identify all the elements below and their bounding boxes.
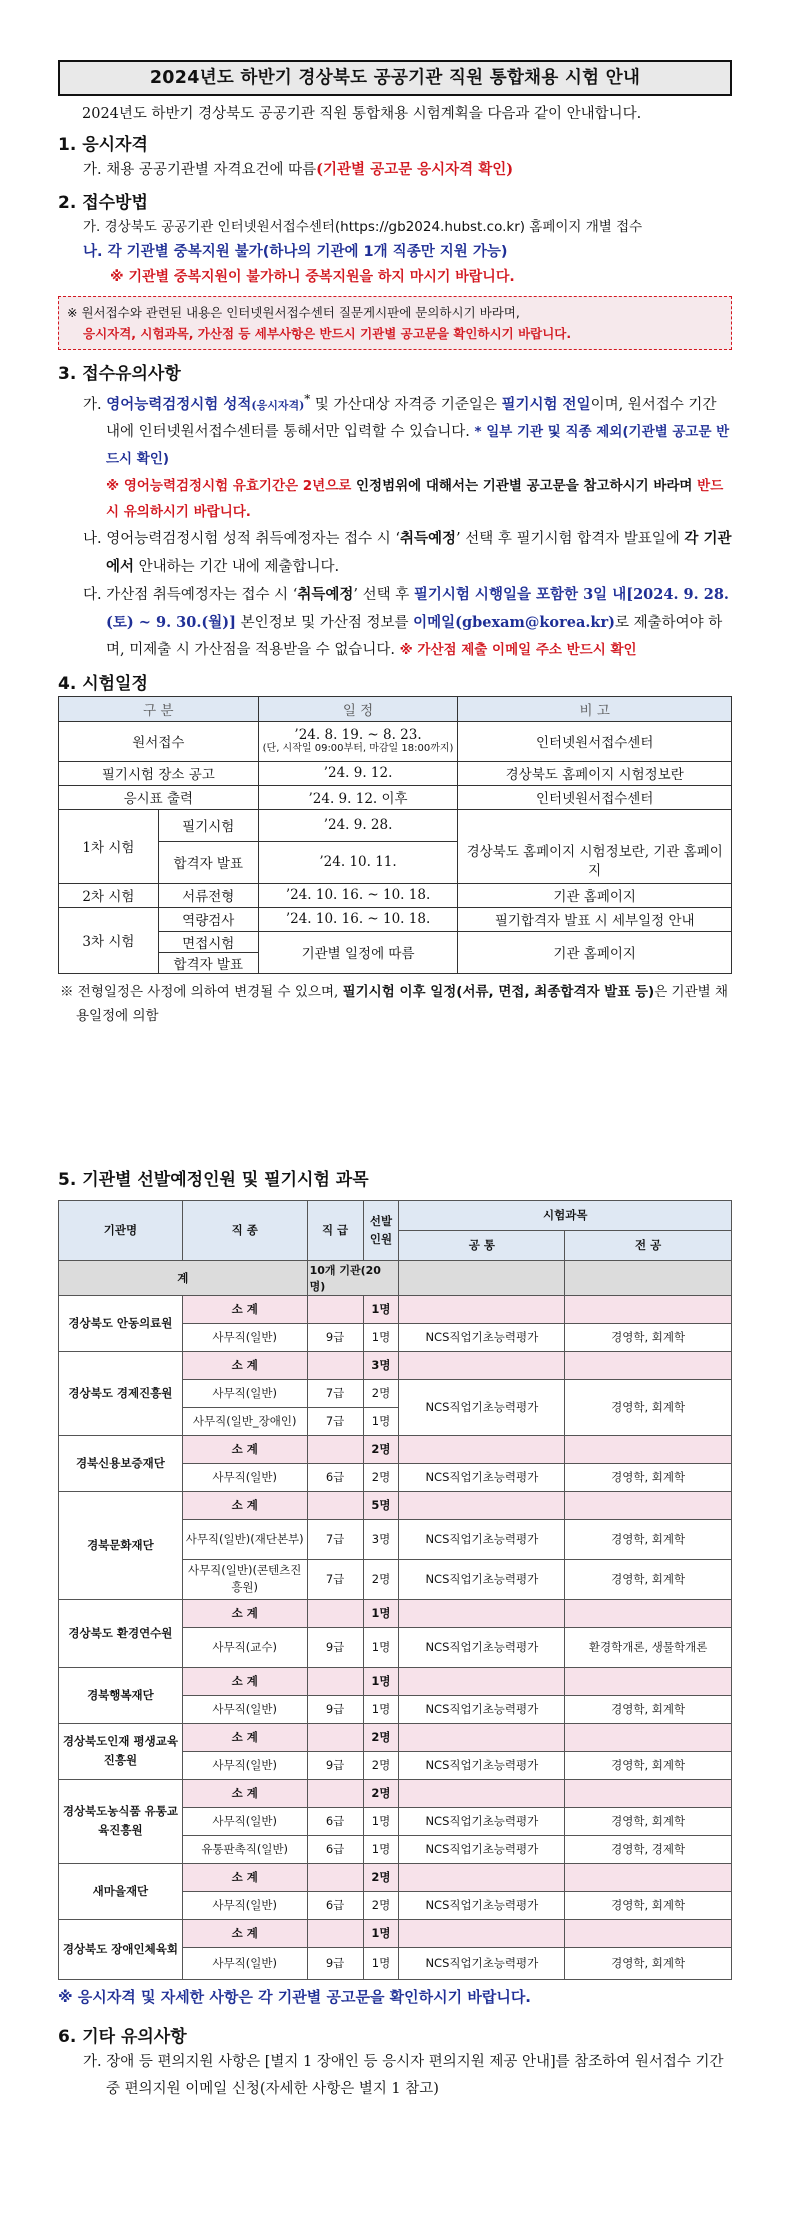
count-cell: 2명: [363, 1559, 399, 1599]
note-text-bold: 필기시험 이후 일정(서류, 면접, 최종합격자 발표 등): [342, 983, 655, 1000]
s3-ga-1: 가.: [83, 396, 107, 413]
grade-cell: 9급: [307, 1695, 363, 1723]
s3-da-2: ’ 선택 후: [353, 586, 414, 603]
schedule-cell: 경상북도 홈페이지 시험정보란: [458, 761, 732, 785]
schedule-row: [59, 841, 732, 883]
institution-name: 새마을재단: [59, 1863, 183, 1919]
schedule-date: ’24. 8. 19. ~ 8. 23.: [294, 727, 422, 744]
s3-na-1: 나. 영어능력검정시험 성적 취득예정자는 접수 시 ‘: [83, 530, 401, 547]
s3-warn-red2: 반드시 유의하시기 바랍니다.: [106, 477, 724, 520]
schedule-cell: 기관 홈페이지: [458, 931, 732, 973]
section-2-item-na: 나. 각 기관별 중복지원 불가(하나의 기관에 1개 직종만 지원 가능): [83, 244, 508, 260]
schedule-cell: 역량검사: [158, 907, 258, 931]
grade-cell: 7급: [307, 1379, 363, 1407]
common-cell: NCS직업기초능력평가: [399, 1695, 565, 1723]
major-cell: 경영학, 회계학: [565, 1947, 732, 1979]
header-inst: 기관명: [59, 1200, 183, 1260]
count-cell: 2명: [363, 1891, 399, 1919]
subtotal-count: 5명: [363, 1491, 399, 1519]
schedule-cell: ’24. 9. 12.: [258, 761, 458, 785]
common-cell: NCS직업기초능력평가: [399, 1463, 565, 1491]
common-cell: NCS직업기초능력평가: [399, 1519, 565, 1559]
common-cell: NCS직업기초능력평가: [399, 1559, 565, 1599]
schedule-cell: 필기시험 장소 공고: [59, 761, 259, 785]
schedule-table: [58, 696, 732, 974]
schedule-row: [59, 785, 732, 809]
section-1-item-ga: [58, 157, 732, 183]
header-count: 선발인원: [363, 1200, 399, 1260]
intro-text: 2024년도 하반기 경상북도 공공기관 직원 통합채용 시험계획을 다음과 같이 안내합니다.: [82, 106, 642, 122]
section-5-heading: 5. 기관별 선발예정인원 및 필기시험 과목: [58, 1169, 369, 1190]
note-text-2: 은 기관별 채용일정에 의함: [76, 983, 728, 1024]
job-cell: 사무직(일반): [182, 1751, 307, 1779]
schedule-date-note: (단, 시작일 09:00부터, 마감일 18:00까지): [262, 743, 454, 755]
major-cell: 경영학, 회계학: [565, 1695, 732, 1723]
schedule-cell: 응시표 출력: [59, 785, 259, 809]
notice-line-2: 응시자격, 시험과목, 가산점 등 세부사항은 반드시 기관별 공고문을 확인하시기 바랍니다.: [83, 326, 572, 341]
schedule-cell: 기관 홈페이지: [458, 883, 732, 907]
s3-da-red: ※ 가산점 제출 이메일 주소 반드시 확인: [399, 641, 637, 658]
count-cell: 1명: [363, 1807, 399, 1835]
subtotal-label: 소 계: [182, 1351, 307, 1379]
s3-warn-red: ※ 영어능력검정시험 유효기간은 2년으로: [106, 477, 352, 494]
section-3-heading: 3. 접수유의사항: [58, 364, 181, 384]
header-grade: 직 급: [307, 1200, 363, 1260]
job-cell: 사무직(일반)(재단본부): [182, 1519, 307, 1559]
major-cell: 경영학, 경제학: [565, 1835, 732, 1863]
common-cell: NCS직업기초능력평가: [399, 1947, 565, 1979]
subtotal-label: 소 계: [182, 1435, 307, 1463]
count-cell: 1명: [363, 1947, 399, 1979]
schedule-cell: 2차 시험: [59, 883, 159, 907]
s3-na-3: 안내하는 기간 내에 제출합니다.: [134, 558, 340, 575]
institution-name: 경상북도농식품 유통교육진흥원: [59, 1779, 183, 1863]
schedule-header-row: [59, 696, 732, 721]
schedule-note: [58, 980, 732, 1028]
job-cell: 사무직(일반)(콘텐츠진흥원): [182, 1559, 307, 1599]
subtotal-count: 1명: [363, 1667, 399, 1695]
common-cell: NCS직업기초능력평가: [399, 1751, 565, 1779]
schedule-cell: 필기시험: [158, 809, 258, 841]
job-cell: 사무직(일반_장애인): [182, 1407, 307, 1435]
subtotal-row: [59, 1295, 732, 1323]
schedule-cell: 기관별 일정에 따름: [258, 931, 458, 973]
subtotal-row: [59, 1723, 732, 1751]
s3-da-email: 이메일(gbexam@korea.kr): [413, 613, 615, 631]
job-cell: 사무직(일반): [182, 1695, 307, 1723]
schedule-cell: 경상북도 홈페이지 시험정보란, 기관 홈페이지: [458, 841, 732, 883]
major-cell: 경영학, 회계학: [565, 1751, 732, 1779]
subtotal-count: 1명: [363, 1919, 399, 1947]
s3-ga-2: 및 가산대상 자격증 기준일은: [310, 396, 502, 413]
subtotal-label: 소 계: [182, 1491, 307, 1519]
subtotal-label: 소 계: [182, 1723, 307, 1751]
schedule-cell: 원서접수: [59, 721, 259, 761]
schedule-cell: 합격자 발표: [158, 841, 258, 883]
total-label: 계: [59, 1260, 308, 1295]
institution-name: 경상북도 환경연수원: [59, 1599, 183, 1667]
job-cell: 사무직(일반): [182, 1947, 307, 1979]
section-2-item-ga: 가. 경상북도 공공기관 인터넷원서접수센터(https://gb2024.hubst.co.kr) 홈페이지 개별 접수: [83, 219, 643, 235]
schedule-cell: 합격자 발표: [158, 952, 258, 973]
schedule-cell: ’24. 9. 28.: [258, 809, 458, 841]
header-common: 공 통: [399, 1230, 565, 1260]
section-2-na-warning: ※ 기관별 중복지원이 불가하니 중복지원을 하지 마시기 바랍니다.: [110, 269, 515, 285]
s3-na-b2: 각 기관에서: [106, 529, 732, 575]
schedule-row: [59, 883, 732, 907]
grade-cell: 7급: [307, 1407, 363, 1435]
schedule-cell: 필기합격자 발표 시 세부일정 안내: [458, 907, 732, 931]
total-empty: [565, 1260, 732, 1295]
schedule-row: [59, 761, 732, 785]
schedule-cell: ’24. 10. 16. ~ 10. 18.: [258, 907, 458, 931]
header-major: 전 공: [565, 1230, 732, 1260]
grade-cell: 9급: [307, 1323, 363, 1351]
header-job: 직 종: [182, 1200, 307, 1260]
common-cell: NCS직업기초능력평가: [399, 1323, 565, 1351]
schedule-cell: 인터넷원서접수센터: [458, 785, 732, 809]
job-cell: 사무직(일반): [182, 1323, 307, 1351]
s3-ga-blue3: * 일부 기관 및 직종 제외(기관별 공고문 반드시 확인): [106, 423, 730, 467]
inquiry-notice-box: [58, 296, 732, 350]
schedule-cell: ’24. 10. 11.: [258, 841, 458, 883]
schedule-row: [59, 809, 732, 841]
subtotal-count: 2명: [363, 1435, 399, 1463]
count-cell: 2명: [363, 1463, 399, 1491]
schedule-header-note: 비 고: [458, 696, 732, 721]
subtotal-label: 소 계: [182, 1667, 307, 1695]
common-cell: NCS직업기초능력평가: [399, 1807, 565, 1835]
section-2-heading: 2. 접수방법: [58, 193, 148, 213]
subtotal-row: [59, 1435, 732, 1463]
notice-line-1: ※ 원서접수와 관련된 내용은 인터넷원서접수센터 질문게시판에 문의하시기 바라며,: [67, 305, 520, 320]
section-3-ga-warning: [58, 473, 732, 525]
count-cell: 3명: [363, 1519, 399, 1559]
subtotal-label: 소 계: [182, 1863, 307, 1891]
institution-name: 경상북도 안동의료원: [59, 1295, 183, 1351]
subtotal-label: 소 계: [182, 1779, 307, 1807]
subtotal-count: 2명: [363, 1863, 399, 1891]
schedule-cell: 면접시험: [158, 931, 258, 952]
subtotal-count: 1명: [363, 1295, 399, 1323]
s3-na-b1: 취득예정: [400, 529, 457, 547]
schedule-cell-empty: [458, 809, 732, 841]
schedule-row: [59, 907, 732, 931]
common-cell: NCS직업기초능력평가: [399, 1627, 565, 1667]
subtotal-row: [59, 1919, 732, 1947]
s3-warn-black: 인정범위에 대해서는 기관별 공고문을 참고하시기 바라며: [351, 477, 698, 494]
subtotal-label: 소 계: [182, 1919, 307, 1947]
grade-cell: 6급: [307, 1835, 363, 1863]
schedule-row: [59, 931, 732, 952]
s3-da-blue1: 필기시험 시행일을 포함한 3일 내[2024. 9. 28.(토) ~ 9. 30.(월)]: [106, 585, 729, 631]
grade-cell: 7급: [307, 1519, 363, 1559]
count-cell: 1명: [363, 1835, 399, 1863]
section-3-item-ga: [58, 386, 732, 473]
subtotal-count: 2명: [363, 1779, 399, 1807]
common-cell: NCS직업기초능력평가: [399, 1379, 565, 1435]
page-title: 2024년도 하반기 경상북도 공공기관 직원 통합채용 시험 안내: [58, 60, 732, 96]
common-cell: NCS직업기초능력평가: [399, 1835, 565, 1863]
major-cell: 경영학, 회계학: [565, 1559, 732, 1599]
grade-cell: 7급: [307, 1559, 363, 1599]
major-cell: 환경학개론, 생물학개론: [565, 1627, 732, 1667]
section-4-heading: 4. 시험일정: [58, 673, 148, 694]
s3-na-2: ’ 선택 후 필기시험 합격자 발표일에: [456, 530, 685, 547]
grade-cell: 6급: [307, 1463, 363, 1491]
section-6-item-ga: 가. 장애 등 편의지원 사항은 [별지 1 장애인 등 응시자 편의지원 제공 안내]를 참조하여 원서접수 기간 중 편의지원 이메일 신청(자세한 사항은 별지 1 참고): [83, 2053, 724, 2097]
schedule-header-date: 일 정: [258, 696, 458, 721]
schedule-cell: 인터넷원서접수센터: [458, 721, 732, 761]
major-cell: 경영학, 회계학: [565, 1891, 732, 1919]
grade-cell: 9급: [307, 1947, 363, 1979]
subtotal-label: 소 계: [182, 1295, 307, 1323]
schedule-cell: ’24. 9. 12. 이후: [258, 785, 458, 809]
s1-ga-red: (기관별 공고문 응시자격 확인): [316, 161, 514, 178]
job-cell: 사무직(일반): [182, 1379, 307, 1407]
total-row: [59, 1260, 732, 1295]
grade-cell: 9급: [307, 1627, 363, 1667]
subtotal-count: 3명: [363, 1351, 399, 1379]
count-cell: 1명: [363, 1407, 399, 1435]
institution-name: 경북문화재단: [59, 1491, 183, 1599]
s3-ga-blue1: 영어능력검정시험 성적: [106, 395, 252, 413]
section-3-item-da: [58, 581, 732, 664]
s3-da-3: 본인정보 및 가산점 정보를: [235, 614, 414, 631]
schedule-cell: [258, 721, 458, 761]
total-empty: [399, 1260, 565, 1295]
count-cell: 2명: [363, 1751, 399, 1779]
section-6-heading: 6. 기타 유의사항: [58, 2026, 187, 2047]
institution-name: 경북신용보증재단: [59, 1435, 183, 1491]
s3-ga-blue1-small: (응시자격): [251, 398, 305, 412]
grade-cell: 9급: [307, 1751, 363, 1779]
subtotal-row: [59, 1863, 732, 1891]
section-3-item-na: [58, 525, 732, 581]
grade-cell: 6급: [307, 1891, 363, 1919]
count-cell: 1명: [363, 1323, 399, 1351]
job-cell: 사무직(일반): [182, 1463, 307, 1491]
section-1-heading: 1. 응시자격: [58, 135, 148, 155]
grade-cell: 6급: [307, 1807, 363, 1835]
schedule-cell: 3차 시험: [59, 907, 159, 973]
header-exam: 시험과목: [399, 1200, 732, 1230]
job-cell: 유통판촉직(일반): [182, 1835, 307, 1863]
institution-name: 경상북도 경제진흥원: [59, 1351, 183, 1435]
schedule-cell: ’24. 10. 16. ~ 10. 18.: [258, 883, 458, 907]
note-text-1: ※ 전형일정은 사정에 의하여 변경될 수 있으며,: [60, 983, 343, 1000]
table-bottom-note: ※ 응시자격 및 자세한 사항은 각 기관별 공고문을 확인하시기 바랍니다.: [58, 1987, 532, 2006]
s1-ga-text: 가. 채용 공공기관별 자격요건에 따름: [83, 162, 317, 178]
major-cell: 경영학, 회계학: [565, 1323, 732, 1351]
subtotal-row: [59, 1779, 732, 1807]
subtotal-row: [59, 1667, 732, 1695]
selection-table: [58, 1200, 732, 1980]
subtotal-count: 2명: [363, 1723, 399, 1751]
major-cell: 경영학, 회계학: [565, 1463, 732, 1491]
institution-name: 경북행복재단: [59, 1667, 183, 1723]
institution-name: 경상북도 장애인체육회: [59, 1919, 183, 1979]
schedule-cell: 1차 시험: [59, 809, 159, 883]
institution-name: 경상북도인재 평생교육진흥원: [59, 1723, 183, 1779]
subtotal-row: [59, 1599, 732, 1627]
schedule-row: [59, 721, 732, 761]
job-cell: 사무직(교수): [182, 1627, 307, 1667]
s3-da-4: 로 제출하여야 하며, 미제출 시 가산점을 적용받을 수 없습니다.: [106, 614, 723, 658]
subtotal-label: 소 계: [182, 1599, 307, 1627]
schedule-cell: 서류전형: [158, 883, 258, 907]
schedule-header-category: 구 분: [59, 696, 259, 721]
s3-ga-blue2: 필기시험 전일: [501, 395, 591, 413]
selection-header-row: [59, 1200, 732, 1230]
common-cell: NCS직업기초능력평가: [399, 1891, 565, 1919]
s3-ga-sup: *: [304, 392, 311, 406]
job-cell: 사무직(일반): [182, 1891, 307, 1919]
subtotal-count: 1명: [363, 1599, 399, 1627]
subtotal-row: [59, 1351, 732, 1379]
total-value: 10개 기관(20명): [307, 1260, 399, 1295]
major-cell: 경영학, 회계학: [565, 1379, 732, 1435]
s3-da-1: 다. 가산점 취득예정자는 접수 시 ‘: [83, 586, 298, 603]
subtotal-row: [59, 1491, 732, 1519]
major-cell: 경영학, 회계학: [565, 1519, 732, 1559]
s3-da-b1: 취득예정: [297, 585, 354, 603]
job-cell: 사무직(일반): [182, 1807, 307, 1835]
count-cell: 2명: [363, 1379, 399, 1407]
count-cell: 1명: [363, 1695, 399, 1723]
major-cell: 경영학, 회계학: [565, 1807, 732, 1835]
s3-ga-3: 이며, 원서접수 기간 내에 인터넷원서접수센터를 통해서만 입력할 수 있습니다.: [106, 396, 717, 440]
count-cell: 1명: [363, 1627, 399, 1667]
